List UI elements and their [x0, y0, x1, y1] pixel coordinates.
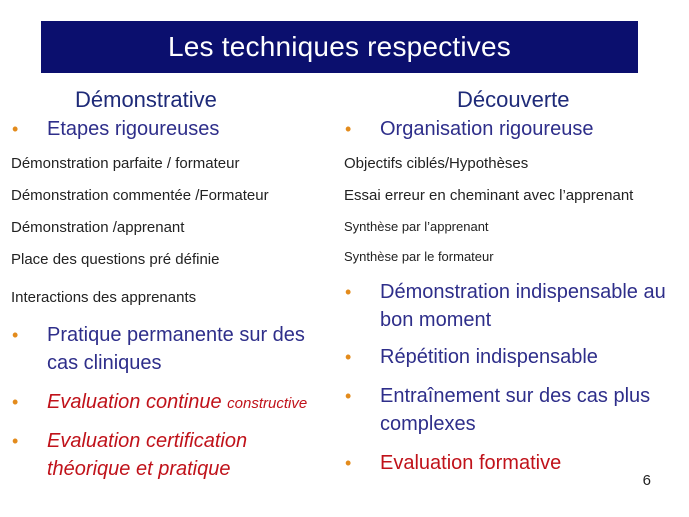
left-bullet-1: [12, 115, 312, 143]
left-sub-item-1: Démonstration parfaite / formateur: [11, 155, 240, 172]
right-bullet-3-text: Répétition indispensable: [380, 346, 598, 368]
left-bullet-4-text: Evaluation certification théorique et pratique: [47, 430, 248, 480]
left-bullet-3-main: Evaluation continue: [47, 391, 222, 413]
bullet-dot-icon: •: [345, 282, 352, 302]
left-bullet-3-suffix: constructive: [227, 395, 308, 412]
bullet-dot-icon: •: [12, 119, 19, 139]
slide-title-bar: [41, 21, 638, 73]
bullet-dot-icon: •: [12, 431, 19, 451]
left-sub-item-4: Place des questions pré définie: [11, 251, 220, 268]
right-bullet-4: [345, 382, 675, 438]
right-sub-item-4: Synthèse par le formateur: [344, 249, 494, 264]
right-bullet-2: [345, 278, 685, 334]
right-sub-item-1: Objectifs ciblés/Hypothèses: [344, 155, 529, 172]
right-sub-item-2: Essai erreur en cheminant avec l’apprenant: [344, 187, 634, 204]
left-sub-item-5: Interactions des apprenants: [11, 289, 197, 306]
right-bullet-4-text: Entraînement sur des cas plus complexes: [380, 385, 651, 435]
left-heading: Démonstrative: [75, 87, 217, 112]
left-bullet-2: [12, 321, 322, 377]
right-heading: Découverte: [457, 87, 570, 112]
right-sub-item-3: Synthèse par l’apprenant: [344, 219, 489, 234]
slide-title: Les techniques respectives: [168, 31, 511, 62]
bullet-dot-icon: •: [345, 386, 352, 406]
bullet-dot-icon: •: [345, 347, 352, 367]
right-bullet-2-text: Démonstration indispensable au bon moment: [380, 281, 666, 331]
right-bullet-5: [345, 449, 665, 477]
bullet-dot-icon: •: [12, 392, 19, 412]
left-bullet-3: [12, 388, 342, 418]
left-sub-item-2: Démonstration commentée /Formateur: [11, 187, 269, 204]
left-bullet-2-text: Pratique permanente sur des cas cliniques: [47, 324, 305, 374]
left-bullet-4: [12, 427, 302, 483]
right-bullet-3: [345, 343, 665, 371]
page-number: 6: [642, 472, 651, 489]
right-bullet-5-text: Evaluation formative: [380, 452, 562, 474]
bullet-dot-icon: •: [345, 119, 352, 139]
right-bullet-1: [345, 115, 665, 143]
left-bullet-1-text: Etapes rigoureuses: [47, 118, 220, 140]
bullet-dot-icon: •: [345, 453, 352, 473]
right-bullet-1-text: Organisation rigoureuse: [380, 118, 594, 140]
bullet-dot-icon: •: [12, 325, 19, 345]
left-sub-item-3: Démonstration /apprenant: [11, 219, 185, 236]
left-bullet-3-text: [47, 388, 342, 418]
